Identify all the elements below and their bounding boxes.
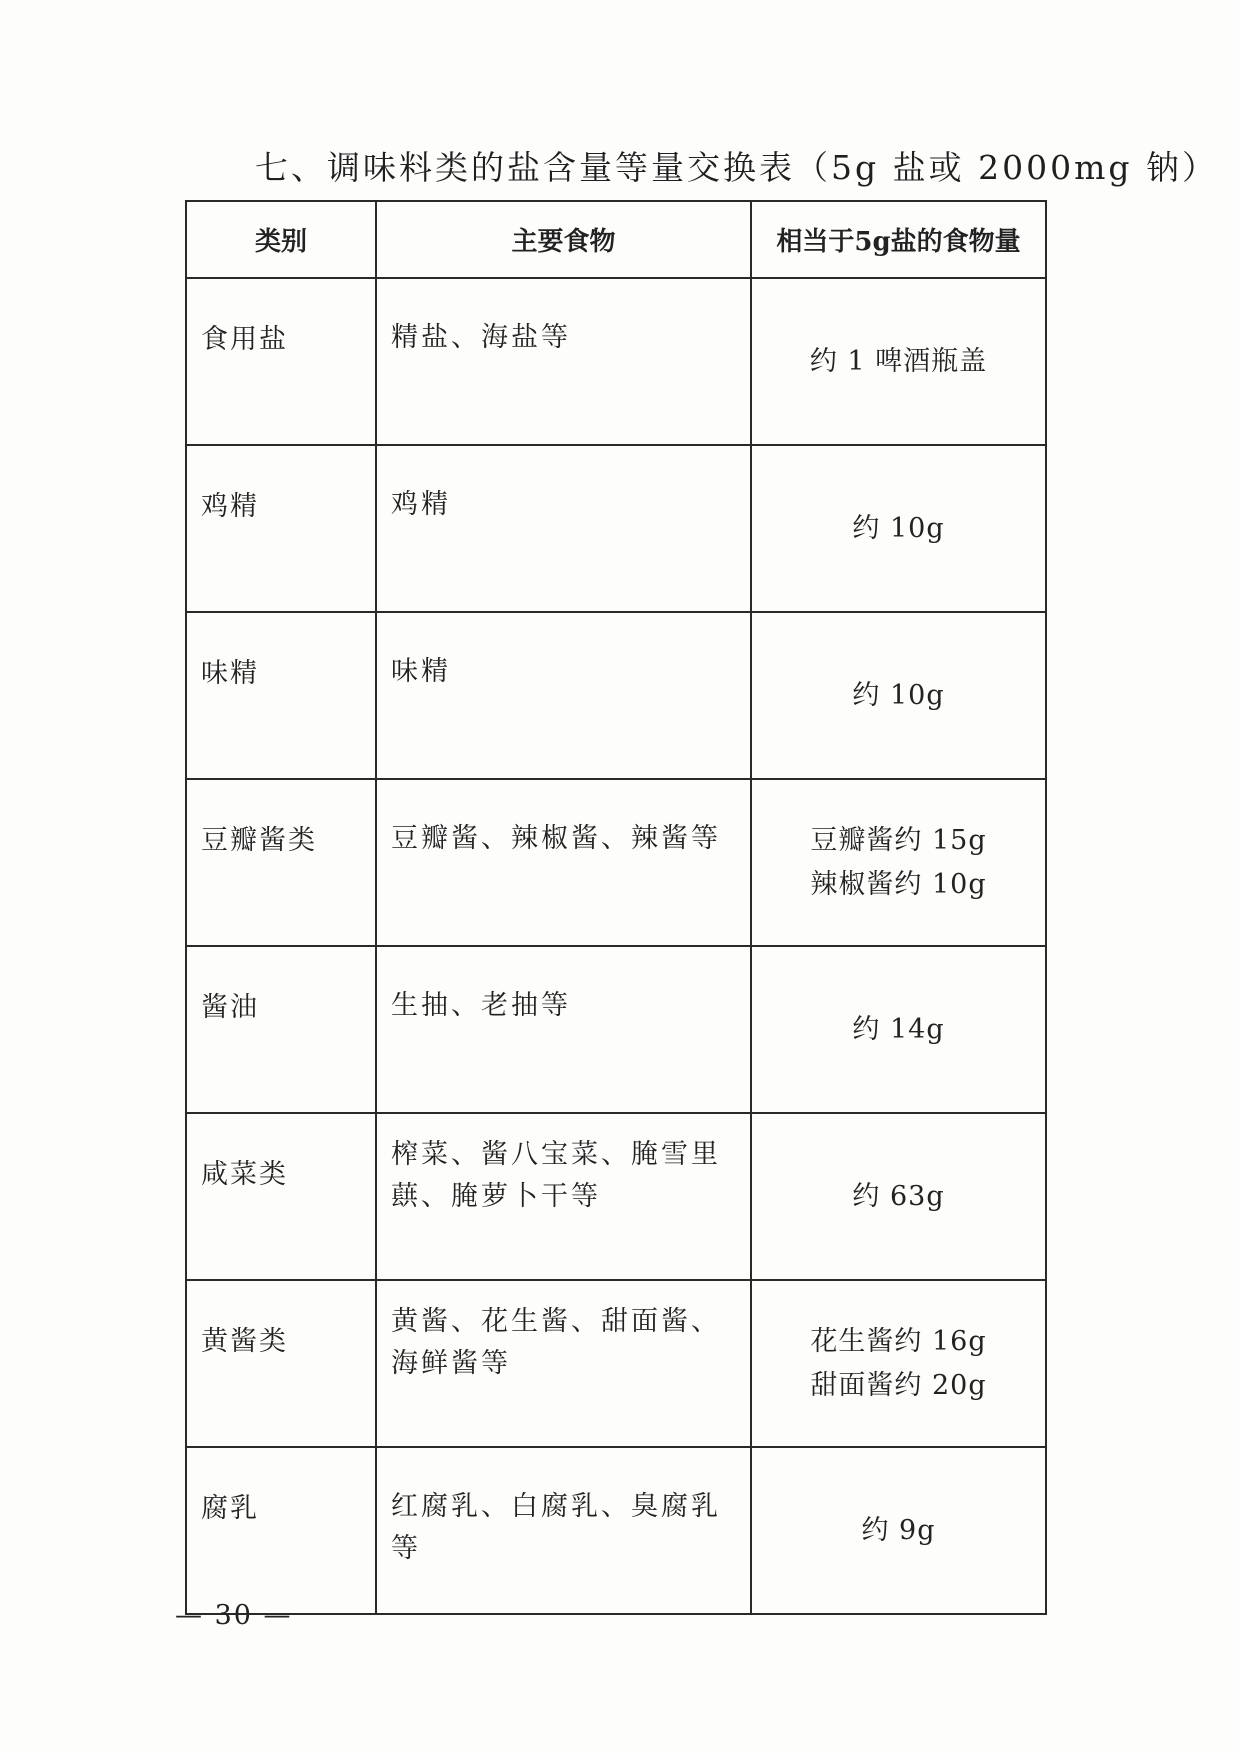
amount-line: 约 10g xyxy=(852,679,945,711)
amount-line: 豆瓣酱约 15g xyxy=(810,824,987,856)
row-amount xyxy=(751,1447,1046,1614)
row-amount xyxy=(751,1113,1046,1280)
row-foods: 红腐乳、白腐乳、臭腐乳等 xyxy=(376,1447,751,1614)
table-row xyxy=(186,946,1046,1113)
amount-line: 约 10g xyxy=(852,512,945,544)
amount-line: 约 14g xyxy=(852,1013,945,1045)
table-row xyxy=(186,779,1046,946)
table-header-row xyxy=(186,201,1046,278)
amount-line: 约 1 啤酒瓶盖 xyxy=(809,345,988,377)
row-amount xyxy=(751,1280,1046,1447)
table-row xyxy=(186,1113,1046,1280)
row-foods: 生抽、老抽等 xyxy=(376,946,751,1113)
row-amount xyxy=(751,779,1046,946)
amount-line: 甜面酱约 20g xyxy=(810,1369,987,1401)
salt-exchange-table xyxy=(185,200,1047,1615)
row-category: 黄酱类 xyxy=(186,1280,376,1447)
amount-line: 约 63g xyxy=(852,1180,945,1212)
row-category: 鸡精 xyxy=(186,445,376,612)
table-row xyxy=(186,1447,1046,1614)
row-amount xyxy=(751,946,1046,1113)
row-amount xyxy=(751,445,1046,612)
table-row xyxy=(186,445,1046,612)
row-category: 咸菜类 xyxy=(186,1113,376,1280)
row-category: 食用盐 xyxy=(186,278,376,445)
row-foods: 黄酱、花生酱、甜面酱、海鲜酱等 xyxy=(376,1280,751,1447)
row-category: 味精 xyxy=(186,612,376,779)
row-category: 酱油 xyxy=(186,946,376,1113)
page-number: — 30 — xyxy=(175,1600,293,1631)
row-foods: 味精 xyxy=(376,612,751,779)
header-salt-equivalent: 相当于5g盐的食物量 xyxy=(751,201,1046,278)
table-row xyxy=(186,612,1046,779)
amount-line: 约 9g xyxy=(861,1514,936,1546)
row-foods: 鸡精 xyxy=(376,445,751,612)
row-category: 腐乳 xyxy=(186,1447,376,1614)
row-foods: 精盐、海盐等 xyxy=(376,278,751,445)
header-category: 类别 xyxy=(186,201,376,278)
table-row xyxy=(186,278,1046,445)
header-main-foods: 主要食物 xyxy=(376,201,751,278)
amount-line: 花生酱约 16g xyxy=(810,1325,987,1357)
table-row xyxy=(186,1280,1046,1447)
row-category: 豆瓣酱类 xyxy=(186,779,376,946)
row-foods: 榨菜、酱八宝菜、腌雪里蕻、腌萝卜干等 xyxy=(376,1113,751,1280)
page-title: 七、调味料类的盐含量等量交换表（5g 盐或 2000mg 钠） xyxy=(255,148,1218,187)
row-amount xyxy=(751,612,1046,779)
amount-line: 辣椒酱约 10g xyxy=(810,868,987,900)
salt-exchange-table-container xyxy=(185,200,1045,1615)
row-amount xyxy=(751,278,1046,445)
row-foods: 豆瓣酱、辣椒酱、辣酱等 xyxy=(376,779,751,946)
